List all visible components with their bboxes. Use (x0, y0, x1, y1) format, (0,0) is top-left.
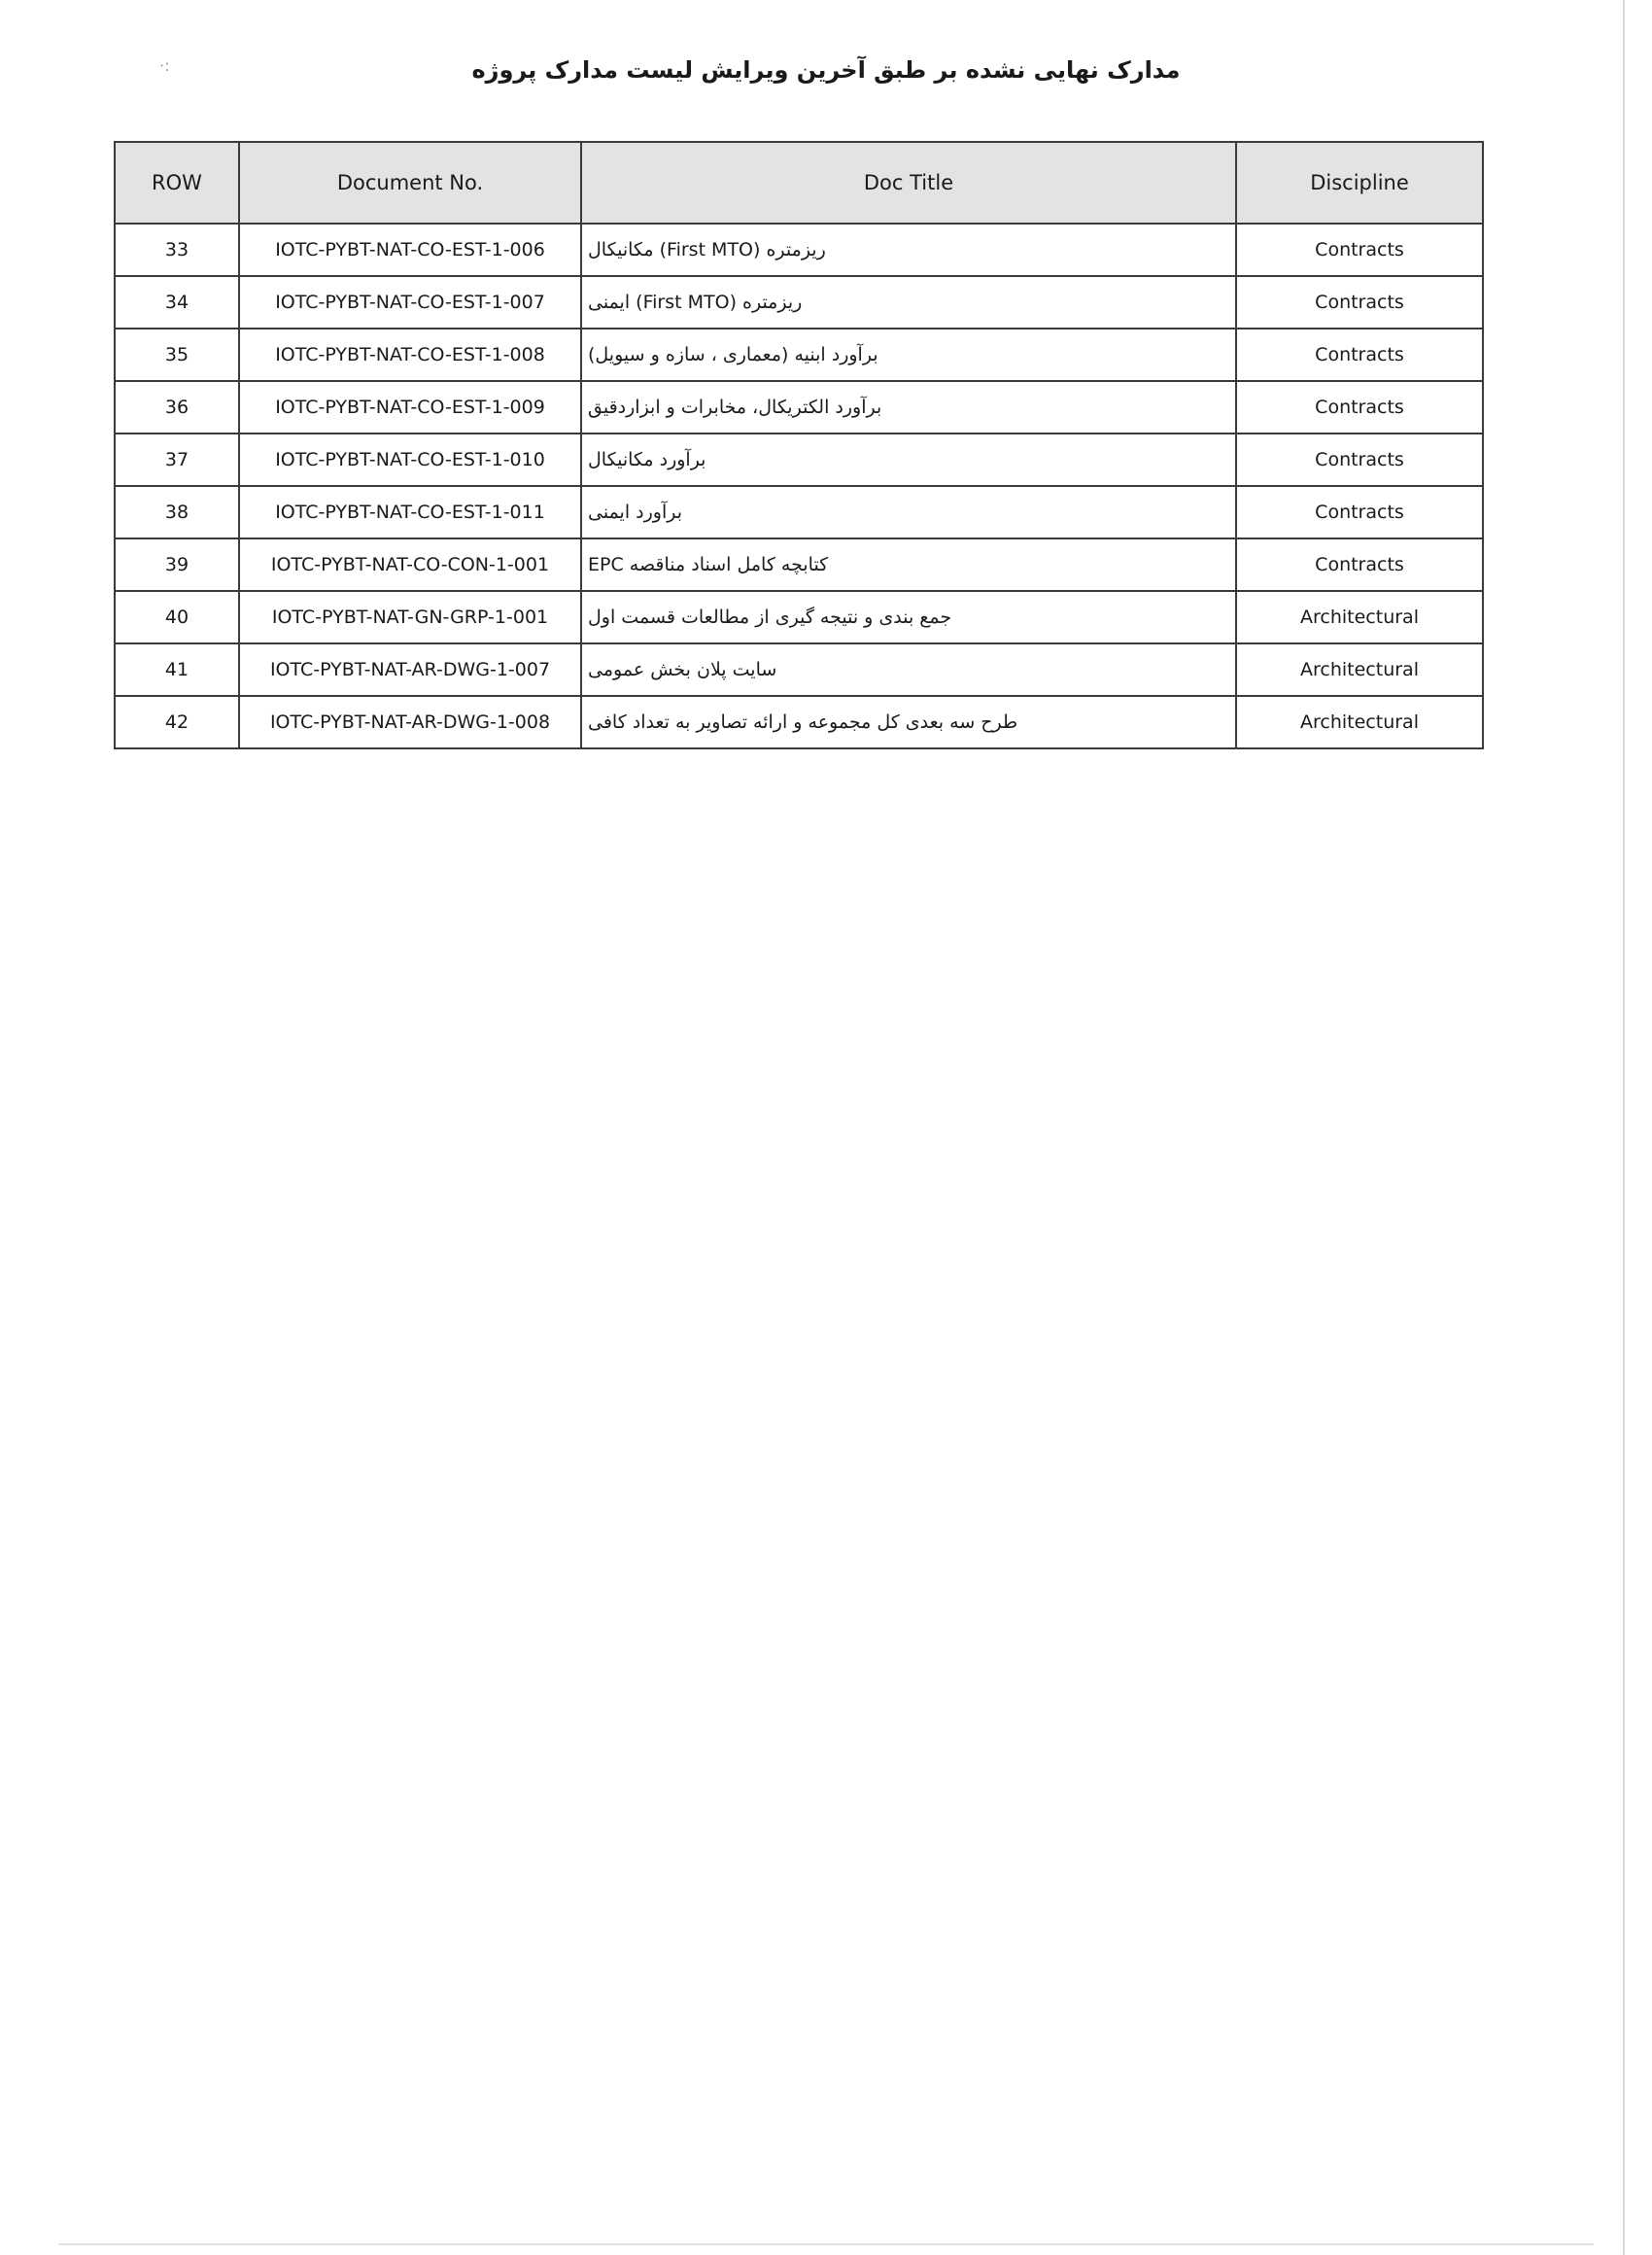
table-body (115, 224, 1483, 748)
document-number-cell: IOTC-PYBT-NAT-AR-DWG-1-007 (239, 643, 581, 696)
row-number-cell: 38 (115, 486, 239, 538)
row-number-cell: 39 (115, 538, 239, 591)
discipline-cell: Contracts (1236, 538, 1483, 591)
table-row (115, 224, 1483, 276)
discipline-cell: Architectural (1236, 643, 1483, 696)
discipline-cell: Contracts (1236, 434, 1483, 486)
table-row (115, 591, 1483, 643)
scan-page-edge (1623, 0, 1625, 2255)
discipline-cell: Contracts (1236, 329, 1483, 381)
column-header-row: ROW (115, 142, 239, 224)
column-header-discipline: Discipline (1236, 142, 1483, 224)
document-number-cell: IOTC-PYBT-NAT-CO-EST-1-011 (239, 486, 581, 538)
discipline-cell: Contracts (1236, 224, 1483, 276)
scan-artifact-mark: ·: (159, 56, 170, 75)
row-number-cell: 33 (115, 224, 239, 276)
document-number-cell: IOTC-PYBT-NAT-CO-EST-1-009 (239, 381, 581, 434)
table-header (115, 142, 1483, 224)
table-row (115, 486, 1483, 538)
doc-title-cell: برآورد ایمنی (581, 486, 1236, 538)
document-number-cell: IOTC-PYBT-NAT-CO-CON-1-001 (239, 538, 581, 591)
doc-title-cell: سایت پلان بخش عمومی (581, 643, 1236, 696)
row-number-cell: 42 (115, 696, 239, 748)
doc-title-cell: برآورد مکانیکال (581, 434, 1236, 486)
row-number-cell: 36 (115, 381, 239, 434)
table-row (115, 276, 1483, 329)
discipline-cell: Architectural (1236, 591, 1483, 643)
document-number-cell: IOTC-PYBT-NAT-CO-EST-1-008 (239, 329, 581, 381)
document-list-table (114, 141, 1484, 749)
table-row (115, 381, 1483, 434)
table-header-row (115, 142, 1483, 224)
doc-title-cell: جمع بندی و نتیجه گیری از مطالعات قسمت اول (581, 591, 1236, 643)
doc-title-cell: طرح سه بعدی کل مجموعه و ارائه تصاویر به تعداد کافی (581, 696, 1236, 748)
document-number-cell: IOTC-PYBT-NAT-GN-GRP-1-001 (239, 591, 581, 643)
table-row (115, 538, 1483, 591)
column-header-document-no: Document No. (239, 142, 581, 224)
table-row (115, 329, 1483, 381)
table-row (115, 643, 1483, 696)
discipline-cell: Contracts (1236, 276, 1483, 329)
document-number-cell: IOTC-PYBT-NAT-CO-EST-1-006 (239, 224, 581, 276)
doc-title-cell: کتابچه کامل اسناد مناقصه EPC (581, 538, 1236, 591)
row-number-cell: 34 (115, 276, 239, 329)
document-number-cell: IOTC-PYBT-NAT-CO-EST-1-010 (239, 434, 581, 486)
row-number-cell: 41 (115, 643, 239, 696)
discipline-cell: Contracts (1236, 381, 1483, 434)
table-row (115, 434, 1483, 486)
discipline-cell: Architectural (1236, 696, 1483, 748)
row-number-cell: 37 (115, 434, 239, 486)
page-title: مدارک نهایی نشده بر طبق آخرین ویرایش لیست مدارک پروژه (471, 56, 1181, 84)
discipline-cell: Contracts (1236, 486, 1483, 538)
row-number-cell: 35 (115, 329, 239, 381)
doc-title-cell: ریزمتره (First MTO) مکانیکال (581, 224, 1236, 276)
document-number-cell: IOTC-PYBT-NAT-AR-DWG-1-008 (239, 696, 581, 748)
document-number-cell: IOTC-PYBT-NAT-CO-EST-1-007 (239, 276, 581, 329)
doc-title-cell: برآورد الکتریکال، مخابرات و ابزاردقیق (581, 381, 1236, 434)
doc-title-cell: برآورد ابنیه (معماری ، سازه و سیویل) (581, 329, 1236, 381)
scan-bottom-edge (58, 2243, 1594, 2245)
table-row (115, 696, 1483, 748)
column-header-doc-title: Doc Title (581, 142, 1236, 224)
doc-title-cell: ریزمتره (First MTO) ایمنی (581, 276, 1236, 329)
row-number-cell: 40 (115, 591, 239, 643)
